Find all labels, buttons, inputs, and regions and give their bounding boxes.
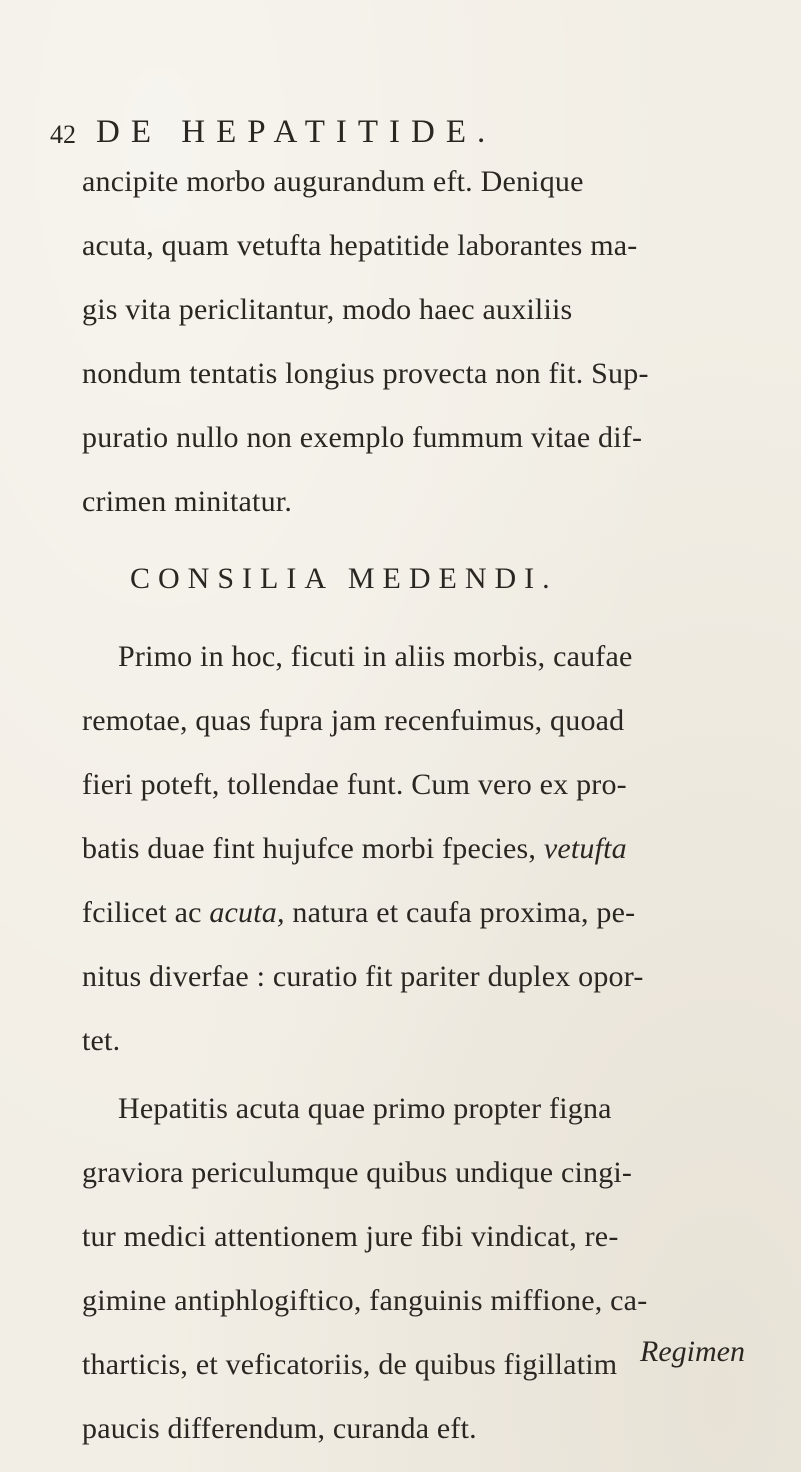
text-line: nondum tentatis longius provecta non fit. Sup- — [82, 357, 649, 390]
text-line: tet. — [82, 1024, 121, 1057]
text-line: acuta, quam vetufta hepatitide laborantes ma- — [82, 229, 638, 262]
text-line — [82, 881, 801, 945]
text-line: puratio nullo non exemplo fummum vitae dif- — [82, 421, 643, 454]
text-line: remotae, quas fupra jam recenfuimus, quoad — [82, 704, 625, 737]
text-line: ancipite morbo augurandum eft. Denique — [82, 165, 584, 198]
text-segment: batis duae fint hujufce morbi fpecies, — [82, 832, 537, 865]
text-line: tharticis, et veficatoriis, de quibus figillatim — [82, 1348, 618, 1381]
paragraph-2 — [82, 625, 801, 1073]
catchword: Regimen — [640, 1335, 745, 1368]
text-line: Hepatitis acuta quae primo propter figna — [118, 1092, 612, 1125]
section-heading: CONSILIA MEDENDI. — [130, 562, 558, 595]
text-line: fieri poteft, tollendae funt. Cum vero ex pro- — [82, 768, 627, 801]
text-line: graviora periculumque quibus undique cingi- — [82, 1156, 633, 1189]
text-line: crimen minitatur. — [82, 485, 293, 518]
paragraph-3 — [82, 1077, 801, 1461]
text-line: paucis differendum, curanda eft. — [82, 1412, 477, 1445]
text-line — [82, 817, 801, 881]
text-line: nitus diverfae : curatio fit pariter duplex opor- — [82, 960, 644, 993]
text-line: tur medici attentionem jure fibi vindicat, re- — [82, 1220, 619, 1253]
running-title: DE HEPATITIDE. — [96, 114, 497, 150]
italic-term: vetufta — [543, 832, 627, 865]
text-segment: fcilicet ac — [82, 896, 202, 929]
italic-term: acuta, — [209, 896, 285, 929]
paragraph-1 — [82, 150, 801, 534]
text-line: gis vita periclitantur, modo haec auxiliis — [82, 293, 573, 326]
text-line: Primo in hoc, ficuti in aliis morbis, caufae — [118, 640, 633, 673]
text-segment: natura et caufa proxima, pe- — [292, 896, 636, 929]
page-number: 42 — [50, 120, 76, 149]
text-line: gimine antiphlogiftico, fanguinis miffione, ca- — [82, 1284, 648, 1317]
